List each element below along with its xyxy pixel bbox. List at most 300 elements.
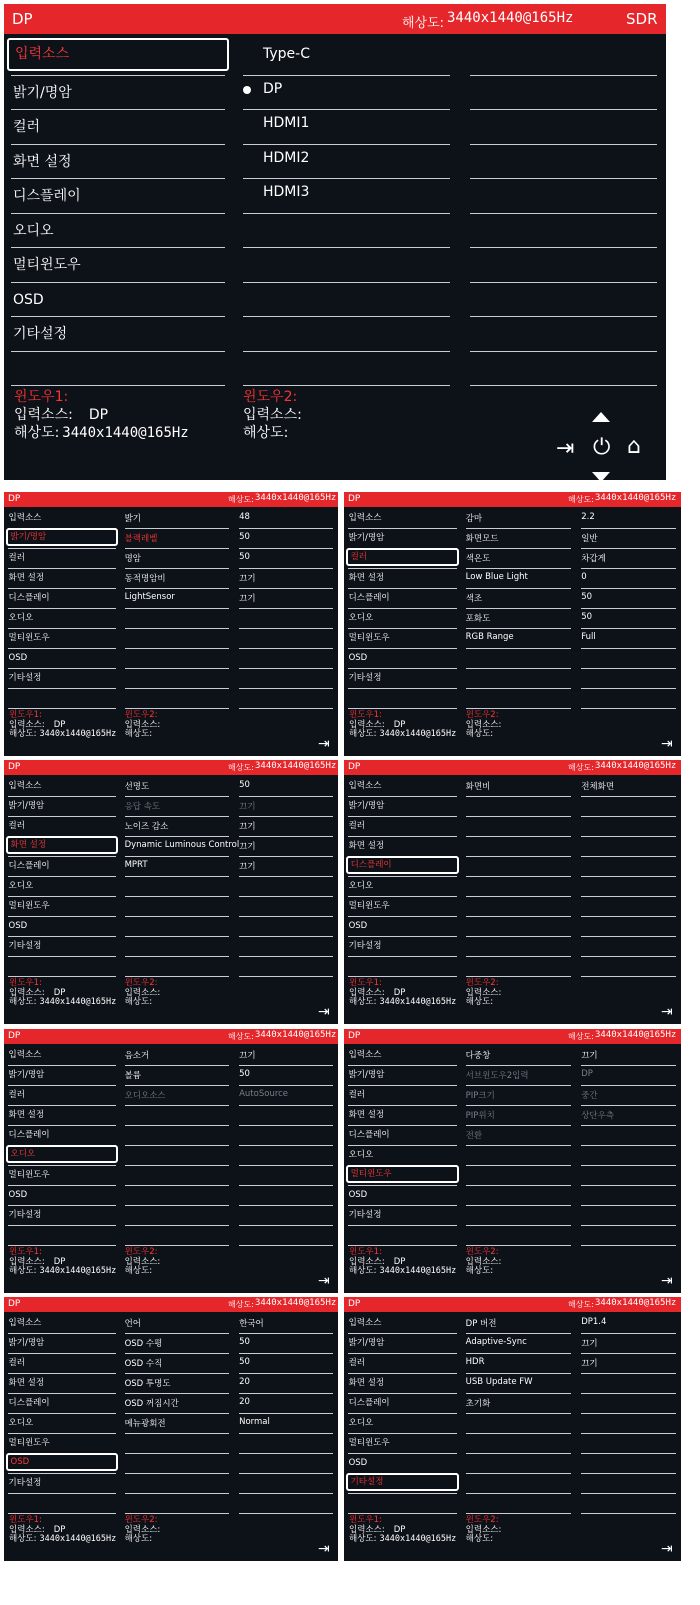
- submenu-item[interactable]: 감마: [465, 514, 483, 524]
- menu-item[interactable]: OSD: [8, 653, 28, 664]
- menu-item[interactable]: 컬러: [8, 553, 25, 564]
- separator-line: [239, 816, 333, 817]
- menu-item[interactable]: 기타설정: [13, 326, 68, 342]
- menu-item[interactable]: 입력소스: [8, 513, 42, 524]
- menu-item[interactable]: 디스플레이: [8, 1398, 50, 1409]
- submenu-item[interactable]: 오디오소스: [124, 1091, 166, 1101]
- submenu-item[interactable]: 색온도: [465, 554, 491, 564]
- separator-line: [581, 936, 676, 937]
- separator-line: [581, 528, 676, 529]
- menu-item[interactable]: 오디오: [13, 222, 54, 239]
- setting-value: AutoSource: [239, 1089, 289, 1099]
- menu-item[interactable]: 멀티윈도우: [348, 901, 390, 912]
- setting-value: 20: [239, 1397, 250, 1407]
- window2-title: 윈도우2:: [124, 1515, 158, 1525]
- separator-line: [125, 1185, 229, 1186]
- menu-item[interactable]: 기타설정: [346, 1473, 459, 1491]
- menu-item[interactable]: 밝기/명암: [6, 528, 118, 546]
- menu-item[interactable]: 오디오: [8, 881, 34, 892]
- window1-source-value: DP: [53, 1524, 66, 1535]
- menu-item[interactable]: OSD: [348, 1458, 368, 1469]
- menu-item[interactable]: OSD: [6, 1453, 118, 1471]
- window2-source-label: 입력소스:: [465, 987, 502, 998]
- window1-info: [14, 388, 189, 442]
- separator-line: [239, 528, 333, 529]
- window1-resolution-value: 3440x1440@165Hz: [39, 729, 117, 739]
- menu-item[interactable]: 기타설정: [8, 941, 42, 952]
- menu-item[interactable]: 화면 설정: [8, 573, 45, 584]
- menu-item[interactable]: 기타설정: [348, 673, 382, 684]
- menu-item[interactable]: 컬러: [346, 548, 459, 566]
- separator-line: [243, 144, 450, 145]
- submenu-item[interactable]: MPRT: [124, 860, 148, 870]
- menu-item[interactable]: 컬러: [348, 821, 366, 832]
- submenu-item[interactable]: 포화도: [465, 614, 491, 624]
- window2-resolution-label: 해상도:: [124, 997, 153, 1007]
- separator-line: [239, 1353, 333, 1354]
- window1-source-value: DP: [53, 987, 66, 998]
- separator-line: [8, 1165, 116, 1166]
- menu-item[interactable]: 화면 설정: [348, 573, 385, 584]
- osd-panel-3: [344, 492, 681, 756]
- window2-info: [125, 711, 161, 740]
- window2-source-label: 입력소스:: [124, 987, 161, 998]
- menu-item[interactable]: 멀티윈도우: [346, 1165, 459, 1183]
- window1-info: [9, 711, 116, 740]
- separator-line: [466, 1473, 571, 1474]
- setting-value: 20: [239, 1377, 250, 1387]
- menu-item[interactable]: 멀티윈도우: [8, 633, 50, 644]
- setting-value: 48: [239, 512, 250, 522]
- separator-line: [125, 976, 229, 977]
- separator-line: [8, 548, 116, 549]
- separator-line: [581, 856, 676, 857]
- window2-resolution-label: 해상도:: [465, 997, 494, 1007]
- selected-bullet-icon: [243, 86, 251, 94]
- menu-item[interactable]: 컬러: [8, 1358, 25, 1369]
- window1-resolution-label: 해상도:: [9, 1266, 37, 1276]
- exit-icon[interactable]: ⇥: [318, 1541, 330, 1557]
- submenu-item[interactable]: 언어: [124, 1319, 142, 1329]
- submenu-item[interactable]: DP 버전: [465, 1319, 497, 1329]
- submenu-item[interactable]: 다중창: [465, 1051, 491, 1061]
- menu-item[interactable]: 멀티윈도우: [8, 1170, 50, 1181]
- separator-line: [239, 836, 333, 837]
- menu-item[interactable]: 화면 설정: [8, 1110, 45, 1121]
- separator-line: [125, 1105, 229, 1106]
- menu-item[interactable]: 밝기/명암: [348, 1070, 385, 1081]
- window2-resolution-label: 해상도:: [124, 1266, 153, 1276]
- window1-source-label: 입력소스:: [349, 1524, 385, 1535]
- separator-line: [581, 708, 676, 709]
- separator-line: [581, 836, 676, 837]
- separator-line: [581, 1245, 676, 1246]
- separator-line: [581, 1185, 676, 1186]
- separator-line: [125, 648, 229, 649]
- submenu-item[interactable]: 화면비: [465, 782, 491, 792]
- separator-line: [466, 1245, 571, 1246]
- separator-line: [125, 528, 229, 529]
- menu-item[interactable]: 화면 설정: [13, 153, 72, 170]
- menu-item[interactable]: 디스플레이: [348, 1130, 390, 1141]
- separator-line: [125, 1413, 229, 1414]
- exit-icon[interactable]: ⇥: [556, 436, 575, 461]
- separator-line: [239, 1393, 333, 1394]
- submenu-item[interactable]: HDMI2: [263, 149, 310, 166]
- submenu-item[interactable]: 응답 속도: [124, 802, 161, 812]
- separator-line: [466, 1205, 571, 1206]
- separator-line: [466, 688, 571, 689]
- window1-resolution-value: 3440x1440@165Hz: [39, 997, 117, 1007]
- window1-title: 윈도우1:: [349, 710, 382, 720]
- separator-line: [125, 1065, 229, 1066]
- menu-item[interactable]: 화면 설정: [348, 1110, 385, 1121]
- submenu-item[interactable]: 색조: [465, 594, 483, 604]
- header-input-source: DP: [348, 1031, 361, 1041]
- separator-line: [125, 1225, 229, 1226]
- setting-value: 50: [239, 780, 250, 790]
- header-resolution-value: 3440x1440@165Hz: [255, 761, 337, 771]
- menu-item[interactable]: 밝기/명암: [13, 84, 72, 101]
- osd-header: [344, 1029, 681, 1044]
- menu-item[interactable]: 밝기/명암: [8, 1070, 45, 1081]
- menu-item[interactable]: 화면 설정: [348, 1378, 385, 1389]
- separator-line: [239, 876, 333, 877]
- menu-item[interactable]: 오디오: [348, 1418, 374, 1429]
- menu-item[interactable]: 밝기/명암: [8, 801, 45, 812]
- window2-title: 윈도우2:: [124, 978, 158, 988]
- separator-line: [466, 856, 571, 857]
- menu-item[interactable]: 컬러: [8, 1090, 25, 1101]
- submenu-item[interactable]: 초기화: [465, 1399, 491, 1409]
- separator-line: [470, 178, 657, 179]
- separator-line: [466, 668, 571, 669]
- separator-line: [239, 568, 333, 569]
- setting-value: Full: [581, 632, 596, 642]
- header-input-source: DP: [8, 1299, 21, 1309]
- separator-line: [243, 109, 450, 110]
- menu-item[interactable]: OSD: [8, 921, 28, 932]
- window2-info: [125, 979, 161, 1008]
- menu-item[interactable]: 디스플레이: [8, 1130, 50, 1141]
- setting-value: 끄기: [239, 822, 256, 832]
- window1-source-value: DP: [53, 1256, 66, 1267]
- separator-line: [125, 1373, 229, 1374]
- separator-line: [243, 282, 450, 283]
- menu-item[interactable]: 입력소스: [348, 513, 382, 524]
- window1-info: [9, 1248, 116, 1277]
- menu-item[interactable]: 기타설정: [8, 1210, 42, 1221]
- separator-line: [581, 1413, 676, 1414]
- separator-line: [125, 1125, 229, 1126]
- separator-line: [348, 1513, 457, 1514]
- separator-line: [239, 1433, 333, 1434]
- separator-line: [581, 1085, 676, 1086]
- separator-line: [11, 385, 225, 386]
- setting-value: 50: [581, 612, 593, 622]
- menu-item[interactable]: 기타설정: [8, 1478, 42, 1489]
- window1-info: [349, 711, 456, 740]
- submenu-item[interactable]: DP: [263, 80, 283, 97]
- menu-item[interactable]: 디스플레이: [348, 593, 390, 604]
- osd-header: [4, 4, 666, 34]
- separator-line: [125, 1433, 229, 1434]
- menu-item[interactable]: 밝기/명암: [348, 533, 385, 544]
- osd-panel-9: [344, 1297, 681, 1561]
- separator-line: [239, 1065, 333, 1066]
- menu-item[interactable]: 밝기/명암: [348, 1338, 385, 1349]
- submenu-item[interactable]: 볼륨: [124, 1071, 142, 1081]
- menu-item[interactable]: 화면 설정: [6, 836, 118, 854]
- separator-line: [466, 1493, 571, 1494]
- submenu-item[interactable]: Low Blue Light: [465, 572, 528, 582]
- menu-item[interactable]: 멀티윈도우: [13, 257, 81, 273]
- submenu-item[interactable]: RGB Range: [465, 632, 514, 642]
- window2-info: [125, 1248, 161, 1277]
- separator-line: [125, 816, 229, 817]
- menu-item[interactable]: 입력소스: [348, 781, 382, 792]
- menu-item[interactable]: 컬러: [348, 1358, 366, 1369]
- separator-line: [348, 1493, 457, 1494]
- window2-resolution-label: 해상도:: [124, 1534, 153, 1544]
- header-input-source: DP: [8, 494, 21, 504]
- submenu-item[interactable]: PIP크기: [465, 1091, 495, 1101]
- submenu-item[interactable]: 화면모드: [465, 534, 499, 544]
- separator-line: [581, 1105, 676, 1106]
- separator-line: [466, 1513, 571, 1514]
- setting-value: 끄기: [239, 862, 256, 872]
- submenu-item[interactable]: OSD 투명도: [124, 1379, 171, 1389]
- separator-line: [125, 1085, 229, 1086]
- separator-line: [466, 936, 571, 937]
- window2-source-label: 입력소스:: [124, 719, 161, 730]
- menu-item[interactable]: OSD: [8, 1190, 28, 1201]
- separator-line: [239, 1473, 333, 1474]
- separator-line: [239, 1493, 333, 1494]
- menu-item[interactable]: 입력소스: [7, 38, 229, 71]
- window2-title: 윈도우2:: [243, 389, 298, 405]
- separator-line: [466, 1185, 571, 1186]
- window1-title: 윈도우1:: [9, 1247, 42, 1257]
- submenu-item[interactable]: Type-C: [263, 46, 310, 62]
- menu-item[interactable]: OSD: [348, 921, 368, 932]
- window2-info: [243, 388, 302, 442]
- menu-item[interactable]: 입력소스: [8, 781, 42, 792]
- separator-line: [470, 247, 657, 248]
- menu-item[interactable]: 화면 설정: [348, 841, 385, 852]
- separator-line: [348, 568, 457, 569]
- menu-item[interactable]: 입력소스: [348, 1050, 382, 1061]
- window1-source-label: 입력소스:: [9, 719, 45, 730]
- submenu-item[interactable]: 전환: [465, 1131, 483, 1141]
- separator-line: [466, 796, 571, 797]
- window1-resolution: [349, 1267, 456, 1277]
- separator-line: [581, 1145, 676, 1146]
- submenu-item[interactable]: Adaptive-Sync: [465, 1337, 527, 1347]
- separator-line: [348, 876, 457, 877]
- separator-line: [125, 1145, 229, 1146]
- window1-source-value: DP: [393, 1256, 406, 1267]
- menu-item[interactable]: 오디오: [6, 1145, 118, 1163]
- separator-line: [466, 1453, 571, 1454]
- header-resolution-label: 해상도:: [568, 1032, 594, 1041]
- separator-line: [239, 1453, 333, 1454]
- menu-item[interactable]: 오디오: [348, 1150, 374, 1161]
- separator-line: [8, 976, 116, 977]
- menu-item[interactable]: 화면 설정: [8, 1378, 45, 1389]
- menu-item[interactable]: 멀티윈도우: [348, 633, 390, 644]
- setting-value: 50: [239, 1069, 250, 1079]
- menu-item[interactable]: 디스플레이: [346, 856, 459, 874]
- menu-item[interactable]: 컬러: [13, 119, 41, 135]
- header-input-source: DP: [8, 1031, 21, 1041]
- submenu-item[interactable]: OSD 꺼짐시간: [124, 1399, 179, 1409]
- menu-item[interactable]: 오디오: [8, 1418, 34, 1429]
- window1-resolution-label: 해상도:: [14, 425, 60, 441]
- menu-item[interactable]: 오디오: [348, 881, 374, 892]
- menu-item[interactable]: 디스플레이: [13, 188, 81, 204]
- menu-item[interactable]: 입력소스: [8, 1050, 42, 1061]
- menu-item[interactable]: OSD: [348, 1190, 368, 1201]
- window1-source-value: DP: [88, 407, 109, 423]
- setting-value: 끄기: [239, 842, 256, 852]
- submenu-item[interactable]: 노이즈 감소: [124, 822, 169, 832]
- submenu-item[interactable]: 서브윈도우2입력: [465, 1071, 529, 1081]
- menu-item[interactable]: 입력소스: [8, 1318, 42, 1329]
- arrow-down-icon[interactable]: [592, 472, 610, 480]
- exit-icon[interactable]: ⇥: [661, 736, 673, 752]
- submenu-item[interactable]: 동적명암비: [124, 574, 166, 584]
- window1-source-label: 입력소스:: [9, 1524, 45, 1535]
- submenu-item[interactable]: HDMI3: [263, 184, 310, 200]
- submenu-item[interactable]: 메뉴광회전: [124, 1419, 166, 1429]
- separator-line: [466, 876, 571, 877]
- menu-item[interactable]: 멀티윈도우: [8, 1438, 50, 1449]
- menu-item[interactable]: 컬러: [348, 1090, 366, 1101]
- separator-line: [466, 1413, 571, 1414]
- separator-line: [581, 568, 676, 569]
- window2-title: 윈도우2:: [124, 1247, 158, 1257]
- submenu-item[interactable]: HDMI1: [263, 115, 310, 131]
- menu-item[interactable]: 멀티윈도우: [348, 1438, 390, 1449]
- window2-info: [125, 1516, 161, 1545]
- window1-title: 윈도우1:: [9, 1515, 42, 1525]
- setting-value: 50: [239, 1357, 250, 1367]
- separator-line: [239, 1373, 333, 1374]
- window1-source-label: 입력소스:: [9, 987, 45, 998]
- menu-item[interactable]: 밝기/명암: [8, 1338, 45, 1349]
- window1-resolution: [9, 730, 116, 740]
- submenu-item[interactable]: Dynamic Luminous Control: [124, 840, 240, 850]
- window2-title: 윈도우2:: [465, 978, 499, 988]
- submenu-item[interactable]: OSD 수평: [124, 1339, 163, 1349]
- submenu-item[interactable]: 명암: [124, 554, 142, 564]
- menu-item[interactable]: 기타설정: [348, 941, 382, 952]
- power-icon[interactable]: ⏻: [593, 435, 611, 460]
- submenu-item[interactable]: HDR: [465, 1357, 485, 1367]
- separator-line: [125, 668, 229, 669]
- separator-line: [466, 1333, 571, 1334]
- window2-info: [466, 711, 502, 740]
- exit-icon[interactable]: ⇥: [318, 1004, 330, 1020]
- menu-item[interactable]: OSD: [348, 653, 368, 664]
- window1-title: 윈도우1:: [349, 978, 382, 988]
- home-icon[interactable]: ⌂: [627, 434, 641, 459]
- menu-item[interactable]: 기타설정: [8, 673, 42, 684]
- submenu-item[interactable]: 음소거: [124, 1051, 150, 1061]
- window1-source-label: 입력소스:: [349, 987, 385, 998]
- separator-line: [125, 568, 229, 569]
- menu-item[interactable]: 기타설정: [348, 1210, 382, 1221]
- window2-source-label: 입력소스:: [465, 1256, 502, 1267]
- submenu-item[interactable]: OSD 수직: [124, 1359, 163, 1369]
- window2-resolution-label: 해상도:: [465, 1534, 494, 1544]
- separator-line: [466, 1353, 571, 1354]
- exit-icon[interactable]: ⇥: [661, 1004, 673, 1020]
- arrow-up-icon[interactable]: [592, 412, 610, 422]
- header-resolution-value: 3440x1440@165Hz: [255, 1298, 337, 1308]
- exit-icon[interactable]: ⇥: [318, 1273, 330, 1289]
- window1-source-value: DP: [393, 719, 406, 730]
- submenu-item[interactable]: PIP위치: [465, 1111, 495, 1121]
- osd-panel-8: [4, 1297, 338, 1561]
- menu-item[interactable]: 디스플레이: [348, 1398, 390, 1409]
- separator-line: [466, 548, 571, 549]
- separator-line: [243, 351, 450, 352]
- window1-source-label: 입력소스:: [14, 407, 73, 423]
- exit-icon[interactable]: ⇥: [318, 736, 330, 752]
- separator-line: [243, 75, 450, 76]
- submenu-item[interactable]: 선명도: [124, 782, 150, 792]
- menu-item[interactable]: 디스플레이: [8, 593, 50, 604]
- submenu-item[interactable]: LightSensor: [124, 592, 175, 602]
- separator-line: [125, 936, 229, 937]
- separator-line: [466, 976, 571, 977]
- separator-line: [239, 668, 333, 669]
- separator-line: [125, 1453, 229, 1454]
- window2-title: 윈도우2:: [124, 710, 158, 720]
- separator-line: [470, 385, 657, 386]
- menu-item[interactable]: 입력소스: [348, 1318, 382, 1329]
- menu-item[interactable]: 오디오: [348, 613, 374, 624]
- window1-resolution-label: 해상도:: [9, 729, 37, 739]
- separator-line: [125, 1205, 229, 1206]
- window1-resolution: [349, 1535, 456, 1545]
- separator-line: [125, 628, 229, 629]
- separator-line: [466, 588, 571, 589]
- window1-resolution: [349, 730, 456, 740]
- separator-line: [125, 608, 229, 609]
- menu-item[interactable]: 컬러: [8, 821, 25, 832]
- setting-value: Normal: [239, 1417, 270, 1427]
- menu-item[interactable]: 디스플레이: [8, 861, 50, 872]
- separator-line: [581, 1493, 676, 1494]
- menu-item[interactable]: OSD: [13, 291, 44, 308]
- submenu-item[interactable]: 밝기: [124, 514, 142, 524]
- osd-panel-1: [4, 4, 666, 480]
- menu-item[interactable]: 밝기/명암: [348, 801, 385, 812]
- setting-value: 끄기: [239, 574, 256, 584]
- window1-info: [9, 979, 116, 1008]
- menu-item[interactable]: 오디오: [8, 613, 34, 624]
- exit-icon[interactable]: ⇥: [661, 1273, 673, 1289]
- menu-item[interactable]: 멀티윈도우: [8, 901, 50, 912]
- submenu-item[interactable]: 블랙레벨: [124, 534, 158, 544]
- separator-line: [239, 548, 333, 549]
- submenu-item[interactable]: USB Update FW: [465, 1377, 533, 1387]
- setting-value: 한국어: [239, 1319, 264, 1329]
- exit-icon[interactable]: ⇥: [661, 1541, 673, 1557]
